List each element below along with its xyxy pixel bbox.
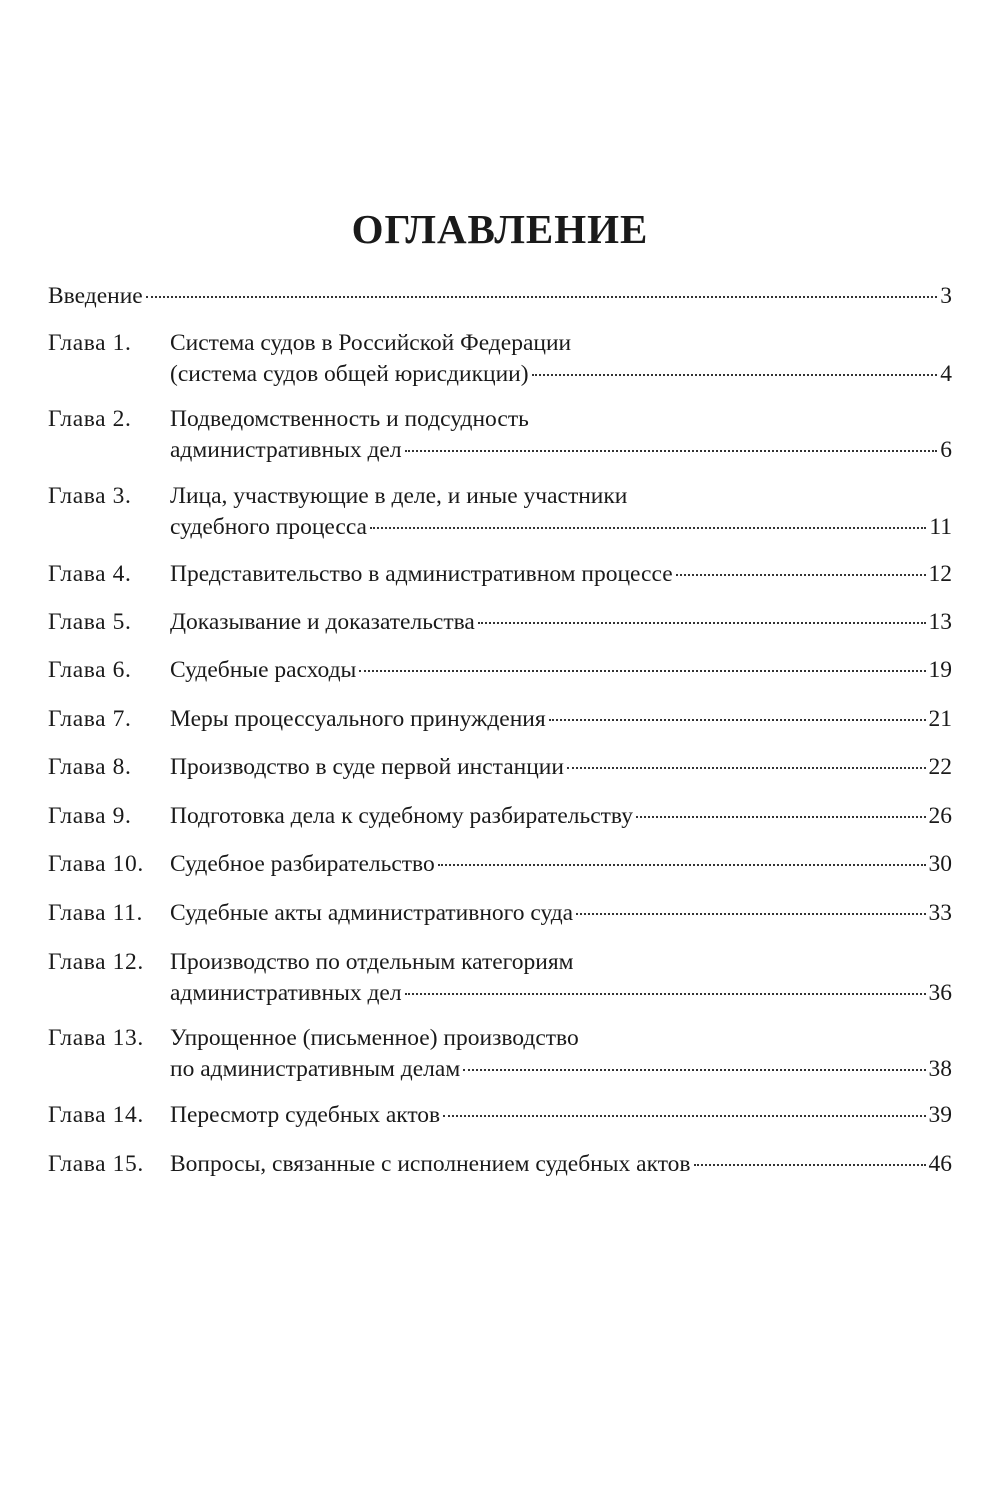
toc-page-number: 22 — [928, 754, 952, 780]
toc-entry-title-cont: по административным делам — [170, 1056, 461, 1082]
toc-entry-title: Упрощенное (письменное) производство — [170, 1025, 579, 1051]
chapter-label: Глава 10. — [48, 851, 144, 877]
page-title: ОГЛАВЛЕНИЕ — [351, 206, 649, 252]
toc-entry-title: Судебные расходы — [170, 657, 357, 683]
toc-line — [170, 949, 952, 976]
dot-leader — [576, 913, 925, 915]
dot-leader — [636, 816, 926, 818]
toc-page-number: 39 — [928, 1102, 952, 1128]
toc-line — [170, 609, 952, 636]
toc-entry-body — [170, 561, 952, 588]
toc-entry-title: Производство по отдельным категориям — [170, 949, 574, 975]
toc-page-number: 13 — [928, 609, 952, 635]
toc-page-number: 19 — [928, 657, 952, 683]
toc-line — [170, 657, 952, 684]
dot-leader — [443, 1115, 925, 1117]
toc-entry-body — [48, 283, 952, 310]
toc-page-number: 11 — [929, 514, 952, 540]
toc-entry-title: Лица, участвующие в деле, и иные участники — [170, 483, 628, 509]
chapter-label: Глава 4. — [48, 561, 132, 587]
toc-line — [170, 900, 952, 927]
chapter-label: Глава 15. — [48, 1151, 144, 1177]
chapter-label: Глава 7. — [48, 706, 132, 732]
toc-entry-title: Производство в суде первой инстанции — [170, 754, 564, 780]
toc-entry-title: Подведомственность и подсудность — [170, 406, 529, 432]
toc-entry-body — [170, 330, 952, 388]
toc-entry-title: Вопросы, связанные с исполнением судебных актов — [170, 1151, 691, 1177]
dot-leader — [405, 993, 926, 995]
toc-page-number: 33 — [928, 900, 952, 926]
toc-line — [170, 754, 952, 781]
dot-leader — [463, 1069, 925, 1071]
toc-entry-title-cont: административных дел — [170, 980, 402, 1006]
chapter-label: Глава 9. — [48, 803, 132, 829]
toc-line — [170, 1102, 952, 1129]
toc-page-number: 36 — [928, 980, 952, 1006]
dot-leader — [478, 622, 926, 624]
dot-leader — [405, 450, 938, 452]
toc-page-number: 30 — [928, 851, 952, 877]
toc-line — [170, 361, 952, 388]
toc-line — [170, 406, 952, 433]
dot-leader — [438, 864, 926, 866]
toc-line — [170, 851, 952, 878]
toc-entry-title: Меры процессуального принуждения — [170, 706, 546, 732]
toc-entry-title: Представительство в административном процессе — [170, 561, 673, 587]
toc-page-number: 4 — [940, 361, 952, 387]
toc-page-number: 21 — [928, 706, 952, 732]
chapter-label: Глава 5. — [48, 609, 132, 635]
toc-line — [170, 561, 952, 588]
toc-entry-title: Доказывание и доказательства — [170, 609, 475, 635]
toc-entry-body — [170, 803, 952, 830]
toc-page-number: 6 — [940, 437, 952, 463]
toc-line — [170, 330, 952, 357]
toc-page-number: 46 — [928, 1151, 952, 1177]
dot-leader — [549, 719, 926, 721]
toc-entry-body — [170, 483, 952, 541]
toc-entry-body — [170, 609, 952, 636]
chapter-label: Глава 3. — [48, 483, 132, 509]
toc-page-number: 3 — [940, 283, 952, 309]
toc-line — [170, 483, 952, 510]
toc-entry-body — [170, 706, 952, 733]
toc-page-number: 26 — [928, 803, 952, 829]
toc-line — [170, 437, 952, 464]
toc-line — [170, 980, 952, 1007]
toc-line — [170, 1151, 952, 1178]
dot-leader — [359, 670, 925, 672]
toc-entry-title: Система судов в Российской Федерации — [170, 330, 572, 356]
chapter-label: Глава 14. — [48, 1102, 144, 1128]
chapter-label: Глава 12. — [48, 949, 144, 975]
chapter-label: Глава 2. — [48, 406, 132, 432]
toc-entry-title-cont: судебного процесса — [170, 514, 367, 540]
toc-line — [170, 1025, 952, 1052]
toc-entry-title: Подготовка дела к судебному разбирательству — [170, 803, 633, 829]
toc-line — [170, 1056, 952, 1083]
toc-page-number: 38 — [928, 1056, 952, 1082]
toc-entry-body — [170, 1102, 952, 1129]
dot-leader — [567, 767, 926, 769]
toc-entry-title: Введение — [48, 283, 143, 309]
toc-entry-title-cont: административных дел — [170, 437, 402, 463]
toc-entry-body — [170, 900, 952, 927]
toc-entry-body — [170, 754, 952, 781]
toc-entry-body — [170, 949, 952, 1007]
toc-entry-body — [170, 1025, 952, 1083]
dot-leader — [676, 574, 926, 576]
chapter-label: Глава 11. — [48, 900, 143, 926]
chapter-label: Глава 8. — [48, 754, 132, 780]
toc-entry-title: Пересмотр судебных актов — [170, 1102, 441, 1128]
toc-entry-body — [170, 406, 952, 464]
dot-leader — [532, 374, 938, 376]
toc-line — [170, 706, 952, 733]
chapter-label: Глава 6. — [48, 657, 132, 683]
toc-line — [170, 514, 952, 541]
toc-entry-body — [170, 1151, 952, 1178]
toc-entry-title: Судебное разбирательство — [170, 851, 435, 877]
toc-entry-title-cont: (система судов общей юрисдикции) — [170, 361, 529, 387]
toc-entry-title: Судебные акты административного суда — [170, 900, 574, 926]
dot-leader — [694, 1164, 926, 1166]
chapter-label: Глава 1. — [48, 330, 132, 356]
dot-leader — [370, 527, 926, 529]
chapter-label: Глава 13. — [48, 1025, 144, 1051]
dot-leader — [146, 296, 938, 298]
toc-entry-body — [170, 657, 952, 684]
toc-line — [170, 803, 952, 830]
toc-line — [48, 283, 952, 310]
toc-entry-body — [170, 851, 952, 878]
toc-page-number: 12 — [928, 561, 952, 587]
